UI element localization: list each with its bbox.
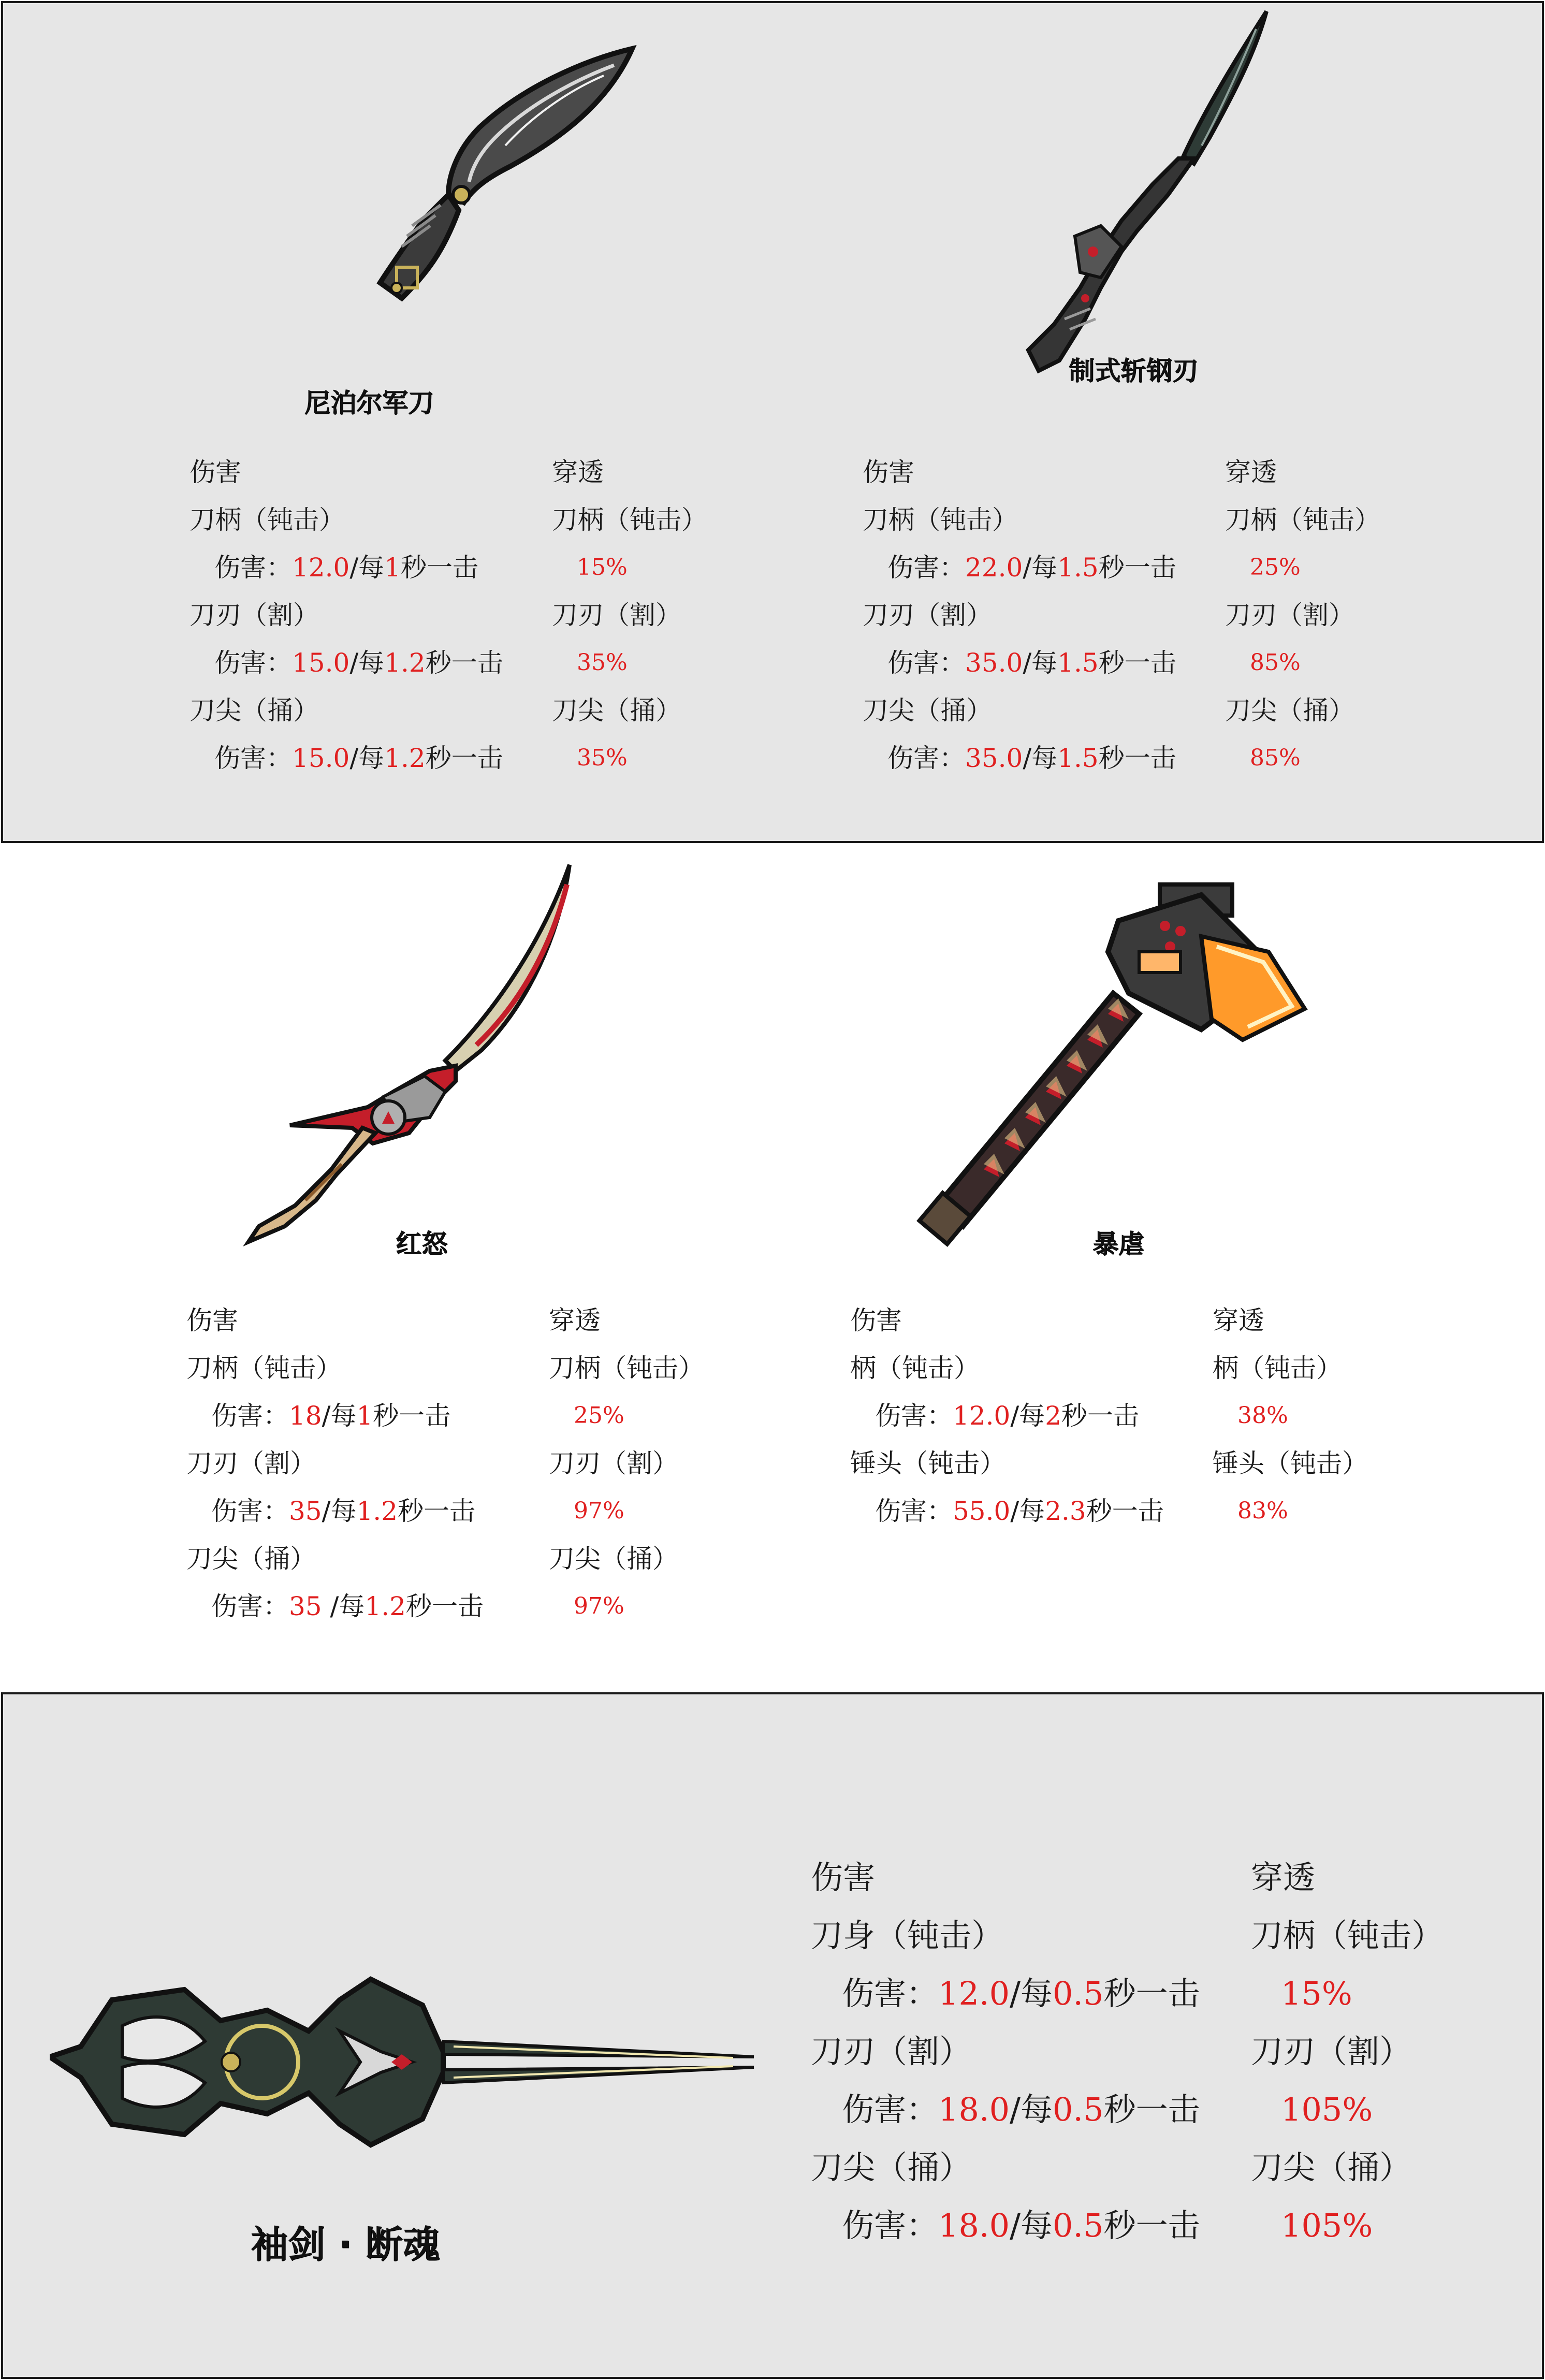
- pen-value: 15%: [1281, 1975, 1352, 2012]
- part-label: 刀尖（捅）: [186, 1544, 316, 1574]
- mech-blade-icon: [966, 8, 1277, 381]
- damage-value: 伤害：12.0/每1秒一击: [214, 553, 478, 583]
- pen-value: 38%: [1237, 1402, 1288, 1429]
- penetration-header: 穿透: [1251, 1859, 1316, 1896]
- penetration-header: 穿透: [549, 1305, 601, 1336]
- pen-part-label: 刀尖（捅）: [1251, 2149, 1412, 2186]
- damage-value: 伤害：18.0/每0.5秒一击: [842, 2091, 1200, 2128]
- weapon-panel-2: [0, 843, 1545, 1692]
- pen-part-label: 刀柄（钝击）: [549, 1353, 704, 1383]
- pen-value: 97%: [574, 1593, 624, 1619]
- pen-part-label: 刀柄（钝击）: [1251, 1917, 1444, 1954]
- weapon-name: 袖剑 · 断魂: [251, 2223, 440, 2266]
- pen-value: 97%: [574, 1498, 624, 1524]
- pen-value: 25%: [1250, 554, 1301, 581]
- pen-value: 25%: [574, 1402, 624, 1429]
- kukri-icon: [293, 39, 645, 350]
- part-label: 刀尖（捅）: [811, 2149, 972, 2186]
- penetration-header: 穿透: [1213, 1305, 1264, 1336]
- warhammer-icon: [911, 874, 1315, 1247]
- pen-part-label: 刀尖（捅）: [1225, 695, 1354, 725]
- damage-header: 伤害: [850, 1305, 902, 1336]
- pen-part-label: 刀刃（割）: [552, 600, 681, 630]
- pen-value: 85%: [1250, 745, 1301, 771]
- dual-sword-icon: [50, 1969, 759, 2155]
- part-label: 刀柄（钝击）: [863, 505, 1018, 535]
- damage-value: 伤害：22.0/每1.5秒一击: [887, 553, 1176, 583]
- part-label: 刀尖（捅）: [190, 695, 319, 725]
- penetration-header: 穿透: [1225, 457, 1277, 487]
- pen-value: 105%: [1281, 2207, 1373, 2244]
- damage-value: 伤害：12.0/每2秒一击: [875, 1401, 1139, 1431]
- part-label: 刀柄（钝击）: [186, 1353, 342, 1383]
- damage-value: 伤害：18/每1秒一击: [211, 1401, 451, 1431]
- weapon-name: 尼泊尔军刀: [304, 388, 434, 418]
- part-label: 柄（钝击）: [850, 1353, 980, 1383]
- part-label: 刀柄（钝击）: [190, 505, 345, 535]
- part-label: 刀身（钝击）: [811, 1917, 1004, 1954]
- pen-value: 15%: [577, 554, 628, 581]
- damage-value: 伤害：35.0/每1.5秒一击: [887, 648, 1176, 678]
- part-label: 刀刃（割）: [811, 2033, 972, 2070]
- weapon-panel-3: [1, 1692, 1544, 2379]
- damage-value: 伤害：18.0/每0.5秒一击: [842, 2207, 1200, 2244]
- pen-part-label: 柄（钝击）: [1213, 1353, 1342, 1383]
- pen-part-label: 刀刃（割）: [549, 1448, 678, 1478]
- penetration-header: 穿透: [552, 457, 604, 487]
- pen-part-label: 刀刃（割）: [1251, 2033, 1412, 2070]
- damage-value: 伤害：15.0/每1.2秒一击: [214, 648, 503, 678]
- pen-value: 83%: [1237, 1498, 1288, 1524]
- damage-header: 伤害: [863, 457, 914, 487]
- pen-value: 35%: [577, 745, 628, 771]
- damage-header: 伤害: [186, 1305, 238, 1336]
- part-label: 刀尖（捅）: [863, 695, 992, 725]
- damage-header: 伤害: [811, 1859, 876, 1896]
- part-label: 刀刃（割）: [190, 600, 319, 630]
- damage-value: 伤害：35/每1.2秒一击: [211, 1496, 476, 1526]
- damage-value: 伤害：12.0/每0.5秒一击: [842, 1975, 1200, 2012]
- weapon-panel-1: [1, 1, 1544, 843]
- red-katana-icon: [238, 864, 580, 1247]
- part-label: 刀刃（割）: [863, 600, 992, 630]
- pen-part-label: 刀刃（割）: [1225, 600, 1354, 630]
- weapon-name: 制式斩钢刃: [1069, 356, 1198, 386]
- damage-value: 伤害：35 /每1.2秒一击: [211, 1591, 484, 1621]
- pen-value: 85%: [1250, 649, 1301, 676]
- pen-part-label: 刀柄（钝击）: [552, 505, 707, 535]
- damage-value: 伤害：15.0/每1.2秒一击: [214, 743, 503, 773]
- part-label: 锤头（钝击）: [850, 1448, 1005, 1478]
- weapon-name: 暴虐: [1092, 1229, 1144, 1259]
- weapon-name: 红怒: [396, 1229, 447, 1259]
- damage-value: 伤害：35.0/每1.5秒一击: [887, 743, 1176, 773]
- pen-part-label: 刀柄（钝击）: [1225, 505, 1380, 535]
- pen-part-label: 刀尖（捅）: [549, 1544, 678, 1574]
- part-label: 刀刃（割）: [186, 1448, 316, 1478]
- pen-value: 105%: [1281, 2091, 1373, 2128]
- damage-value: 伤害：55.0/每2.3秒一击: [875, 1496, 1164, 1526]
- pen-part-label: 刀尖（捅）: [552, 695, 681, 725]
- pen-part-label: 锤头（钝击）: [1213, 1448, 1368, 1478]
- pen-value: 35%: [577, 649, 628, 676]
- damage-header: 伤害: [190, 457, 241, 487]
